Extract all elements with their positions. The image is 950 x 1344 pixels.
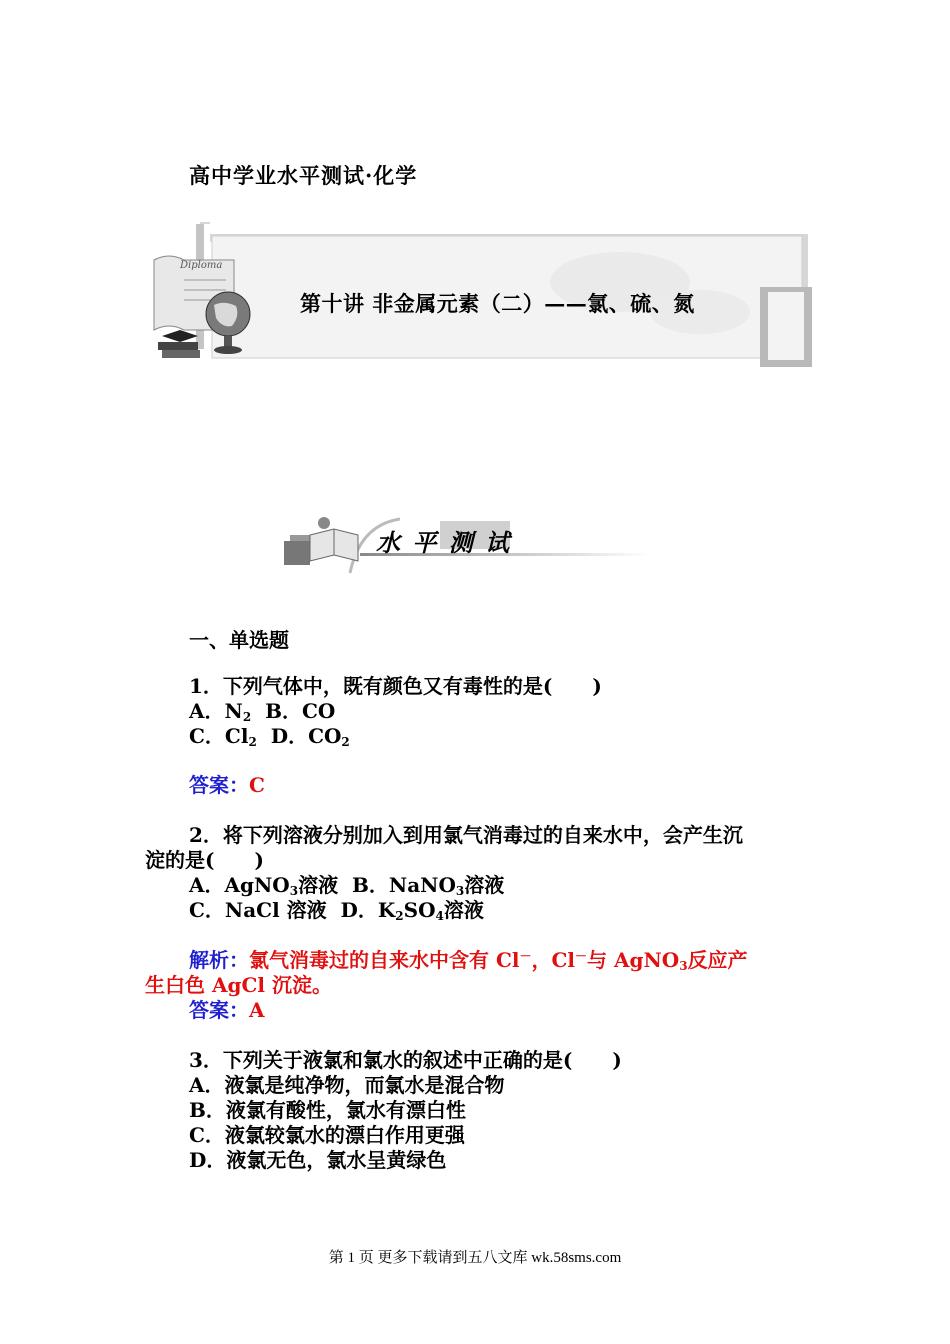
q2-analysis-sub: 3: [679, 959, 688, 973]
q2-analysis-line2: 生白色 AgCl 沉淀。: [145, 973, 332, 997]
q2-option-d-mid: SO: [403, 898, 436, 922]
q2-option-b: 溶液 B．NaNO: [298, 873, 456, 897]
q2-option-d-post: 溶液: [443, 898, 484, 922]
q2-analysis-text: [249, 948, 748, 972]
q3-stem: 3．下列关于液氯和氯水的叙述中正确的是( ): [189, 1048, 622, 1072]
q2-option-d-sub1: 2: [395, 909, 404, 923]
q2-option-c: C．NaCl 溶液 D．K: [189, 898, 396, 922]
diploma-text: Diploma: [180, 260, 223, 271]
q2-analysis-sup2: －: [575, 949, 588, 963]
q1-option-d: D．CO: [256, 724, 342, 748]
q2-analysis-1d: 反应产: [687, 948, 748, 972]
q1-options-cd: [189, 724, 350, 749]
q2-stem-line2: 淀的是( ): [145, 848, 264, 872]
q2-option-a-sub: 3: [289, 884, 299, 898]
q3-option-d: D．液氯无色，氯水呈黄绿色: [189, 1148, 447, 1172]
q2-option-d-sub2: 4: [435, 909, 444, 923]
q1-options-ab: [189, 699, 335, 724]
q2-option-b-sub: 3: [455, 884, 465, 898]
q2-answer-value: A: [249, 998, 265, 1022]
chapter-title: 第十讲 非金属元素（二）——氯、硫、氮: [300, 291, 695, 316]
q3-option-b: B．液氯有酸性，氯水有漂白性: [189, 1098, 466, 1122]
section-badge-text: 水 平 测 试: [376, 528, 512, 557]
q1-answer-label: 答案：: [189, 773, 249, 797]
section-badge: [280, 505, 660, 585]
q2-analysis-1c: 与 AgNO: [587, 948, 680, 972]
q2-analysis-label: 解析：: [189, 948, 249, 972]
q1-option-b: B．CO: [251, 699, 336, 723]
q2-answer: [189, 998, 265, 1023]
q2-option-b-post: 溶液: [464, 873, 505, 897]
q2-analysis-1b: ，Cl: [531, 948, 576, 972]
q1-option-a-sub: 2: [242, 710, 252, 724]
section-heading: 一、单选题: [189, 628, 289, 652]
page-footer: 第 1 页 更多下载请到五八文库 wk.58sms.com: [328, 1250, 622, 1266]
q1-answer: [189, 773, 265, 798]
q1-answer-value: C: [249, 773, 265, 797]
header-title: 高中学业水平测试·化学: [189, 163, 418, 188]
q1-option-d-sub: 2: [341, 735, 350, 749]
q2-options-ab: [189, 873, 504, 898]
q2-analysis-1a: 氯气消毒过的自来水中含有 Cl: [249, 948, 520, 972]
q1-stem: 1．下列气体中，既有颜色又有毒性的是( ): [189, 674, 602, 698]
q2-options-cd: [189, 898, 484, 923]
q3-option-a: A．液氯是纯净物，而氯水是混合物: [189, 1073, 505, 1097]
q2-answer-label: 答案：: [189, 998, 249, 1022]
q2-option-a: A．AgNO: [189, 873, 290, 897]
q3-option-c: C．液氯较氯水的漂白作用更强: [189, 1123, 465, 1147]
q2-analysis-line1: [189, 948, 748, 973]
q1-option-a: A．N: [189, 699, 243, 723]
q1-option-c-sub: 2: [248, 735, 257, 749]
q2-stem-line1: 2．将下列溶液分别加入到用氯气消毒过的自来水中，会产生沉: [189, 823, 743, 847]
q2-analysis-sup1: －: [519, 949, 532, 963]
q1-option-c: C．Cl: [189, 724, 249, 748]
